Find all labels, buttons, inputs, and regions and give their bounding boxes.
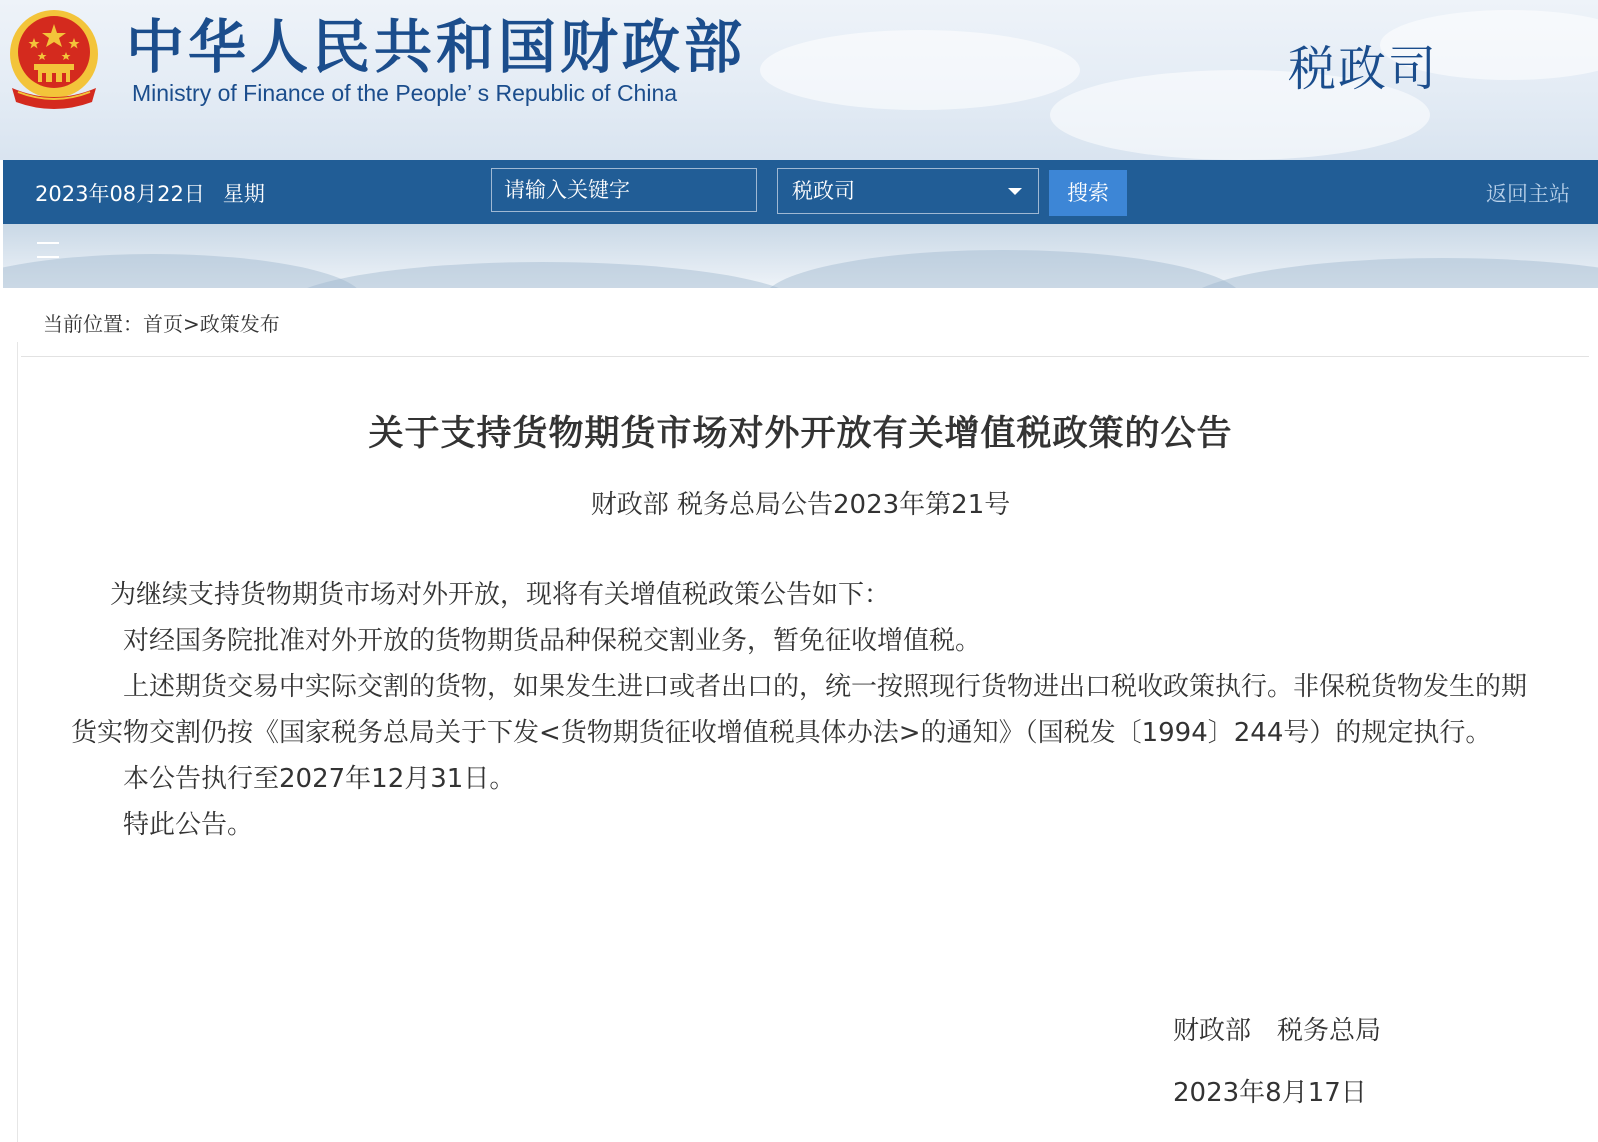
article-paragraph: 为继续支持货物期货市场对外开放，现将有关增值税政策公告如下： — [110, 580, 891, 610]
breadcrumb-home-link[interactable]: 首页 — [143, 312, 183, 336]
banner-band — [3, 224, 1598, 288]
content-left-border — [17, 342, 18, 1142]
article-title: 关于支持货物期货市场对外开放有关增值税政策的公告 — [368, 414, 1233, 454]
banner-hill — [283, 262, 803, 288]
breadcrumb-separator: > — [183, 312, 200, 336]
search-scope-value: 税政司 — [792, 179, 855, 203]
breadcrumb — [43, 308, 280, 337]
weekday-text: 星期 — [222, 182, 265, 206]
document-number: 财政部 税务总局公告2023年第21号 — [590, 490, 1011, 520]
current-date — [35, 178, 283, 208]
banner-hill — [763, 250, 1243, 288]
article-paragraph: 对经国务院批准对外开放的货物期货品种保税交割业务，暂免征收增值税。 — [123, 626, 982, 656]
site-title[interactable]: 中华人民共和国财政部 — [126, 13, 747, 81]
breadcrumb-prefix: 当前位置： — [43, 312, 143, 336]
signature-organizations: 财政部 税务总局 — [1173, 1016, 1382, 1046]
site-subtitle-en: Ministry of Finance of the People’ s Republic of China — [132, 80, 678, 106]
breadcrumb-current-link[interactable]: 政策发布 — [199, 312, 280, 336]
article-paragraph: 本公告执行至2027年12月31日。 — [123, 764, 516, 794]
breadcrumb-divider — [21, 356, 1589, 357]
signature-date: 2023年8月17日 — [1173, 1078, 1367, 1108]
article-paragraph: 上述期货交易中实际交割的货物，如果发生进口或者出口的，统一按照现行货物进出口税收政策执行。非保税货物发生的期货实物交割仍按《国家税务总局关于下发<货物期货征收增值税具体办法>的通知》（国税发〔1994〕244号）的规定执行。 — [71, 672, 1528, 748]
banner-hill — [1183, 258, 1598, 288]
date-text: 2023年08月22日 — [35, 182, 205, 206]
article-paragraph: 特此公告。 — [123, 810, 254, 840]
national-emblem-icon[interactable] — [4, 6, 104, 110]
back-to-main-site-link[interactable]: 返回主站 — [1486, 182, 1570, 206]
site-header — [0, 0, 1598, 160]
search-input[interactable] — [491, 168, 757, 212]
header-cloud — [760, 30, 1080, 110]
main-content — [3, 288, 1598, 1142]
search-button[interactable]: 搜索 — [1049, 170, 1127, 216]
chevron-down-icon — [1008, 188, 1022, 195]
search-scope-select[interactable] — [777, 168, 1039, 214]
menu-icon[interactable] — [37, 242, 59, 260]
department-name: 税政司 — [1288, 41, 1439, 97]
article-body — [71, 572, 1537, 848]
top-navbar — [3, 160, 1598, 224]
